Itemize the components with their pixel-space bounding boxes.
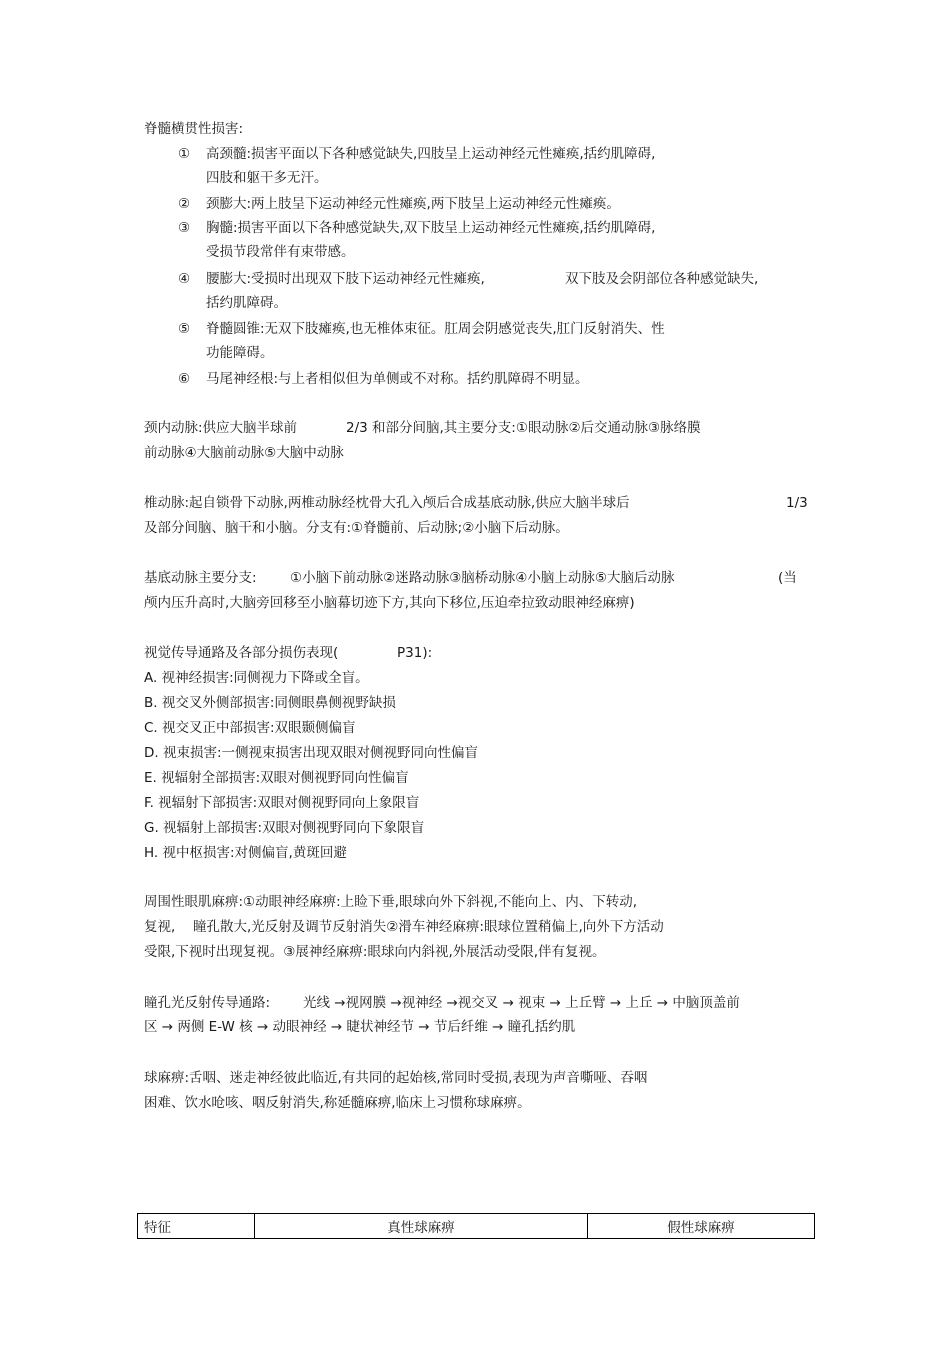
carotid-text-cont: 前动脉④大脑前动脉⑤大脑中动脉 [144,445,344,461]
item-number: ④ [178,271,191,287]
item-text: 颈膨大:两上肢呈下运动神经元性瘫痪,两下肢呈上运动神经元性瘫痪。 [206,196,620,212]
bulbar-text: 球麻痹:舌咽、迷走神经彼此临近,有共同的起始核,常同时受损,表现为声音嘶哑、吞咽 [144,1070,648,1086]
visual-item: A. 视神经损害:同侧视力下降或全盲。 [144,670,369,686]
item-text-b: 双下肢及会阴部位各种感觉缺失, [565,271,759,287]
visual-item: D. 视束损害:一侧视束损害出现双眼对侧视野同向性偏盲 [144,745,479,761]
item-text-cont: 四肢和躯干多无汗。 [206,170,328,186]
basilar-text-a: 基底动脉主要分支: [144,570,257,586]
basilar-text-c: (当 [778,570,797,586]
list-item [178,145,655,163]
list-item [178,320,665,338]
ocular-text-b: 瞳孔散大,光反射及调节反射消失②滑车神经麻痹:眼球位置稍偏上,向外下方活动 [193,919,664,935]
item-text: 脊髓圆锥:无双下肢瘫痪,也无椎体束征。肛周会阴感觉丧失,肛门反射消失、性 [206,321,665,337]
ocular-text-a: 复视, [144,919,176,935]
visual-item: B. 视交叉外侧部损害:同侧眼鼻侧视野缺损 [144,695,396,711]
item-number: ② [178,196,191,212]
item-text: 胸髓:损害平面以下各种感觉缺失,双下肢呈上运动神经元性瘫痪,括约肌障碍, [206,220,656,236]
carotid-text-a: 颈内动脉:供应大脑半球前 [144,420,298,436]
comparison-table [137,1213,815,1239]
header-feature: 特征 [138,1214,255,1239]
item-text-cont: 受损节段常伴有束带感。 [206,244,355,260]
visual-item: C. 视交叉正中部损害:双眼颞侧偏盲 [144,720,356,736]
header-pseudo-bulbar: 假性球麻痹 [588,1214,815,1239]
visual-item: H. 视中枢损害:对侧偏盲,黄斑回避 [144,845,347,861]
vertebral-text-cont: 及部分间脑、脑干和小脑。分支有:①脊髓前、后动脉;②小脑下后动脉。 [144,520,569,536]
list-item [178,270,485,288]
item-number: ⑥ [178,371,191,387]
list-item [178,195,620,213]
list-item [178,219,655,237]
item-number: ⑤ [178,321,191,337]
visual-title-b: P31): [397,645,433,661]
vertebral-text-a: 椎动脉:起自锁骨下动脉,两椎动脉经枕骨大孔入颅后合成基底动脉,供应大脑半球后 [144,495,630,511]
visual-item: G. 视辐射上部损害:双眼对侧视野同向下象限盲 [144,820,425,836]
table-header-row [138,1214,815,1239]
item-number: ③ [178,220,191,236]
item-text-cont: 功能障碍。 [206,345,274,361]
basilar-text-cont: 颅内压升高时,大脑旁回移至小脑幕切迹下方,其向下移位,压迫牵拉致动眼神经麻痹) [144,595,635,611]
list-item [178,370,589,388]
item-text: 高颈髓:损害平面以下各种感觉缺失,四肢呈上运动神经元性瘫痪,括约肌障碍, [206,146,656,162]
item-text-cont: 括约肌障碍。 [206,295,287,311]
ocular-text-cont: 受限,下视时出现复视。③展神经麻痹:眼球向内斜视,外展活动受限,伴有复视。 [144,944,606,960]
pupil-text-a: 瞳孔光反射传导通路: [144,995,271,1011]
header-true-bulbar: 真性球麻痹 [255,1214,588,1239]
bulbar-text-cont: 困难、饮水呛咳、咽反射消失,称延髓麻痹,临床上习惯称球麻痹。 [144,1095,531,1111]
carotid-text-b: 2/3 和部分间脑,其主要分支:①眼动脉②后交通动脉③脉络膜 [346,420,701,436]
visual-item: E. 视辐射全部损害:双眼对侧视野同向性偏盲 [144,770,409,786]
visual-title-a: 视觉传导通路及各部分损伤表现( [144,645,339,661]
vertebral-text-b: 1/3 [786,495,808,511]
item-number: ① [178,146,191,162]
item-text: 马尾神经根:与上者相似但为单侧或不对称。括约肌障碍不明显。 [206,371,589,387]
basilar-text-b: ①小脑下前动脉②迷路动脉③脑桥动脉④小脑上动脉⑤大脑后动脉 [290,570,675,586]
visual-item: F. 视辐射下部损害:双眼对侧视野同向上象限盲 [144,795,420,811]
pupil-text-b: 光线 →视网膜 →视神经 →视交叉 → 视束 → 上丘臂 → 上丘 → 中脑顶盖前 [303,995,740,1011]
pupil-text-cont: 区 → 两侧 E-W 核 → 动眼神经 → 睫状神经节 → 节后纤维 → 瞳孔括约肌 [144,1019,576,1035]
ocular-text: 周围性眼肌麻痹:①动眼神经麻痹:上睑下垂,眼球向外下斜视,不能向上、内、下转动, [144,894,638,910]
section-title-spinal: 脊髓横贯性损害: [144,121,244,137]
item-text: 腰膨大:受损时出现双下肢下运动神经元性瘫痪, [206,271,485,287]
